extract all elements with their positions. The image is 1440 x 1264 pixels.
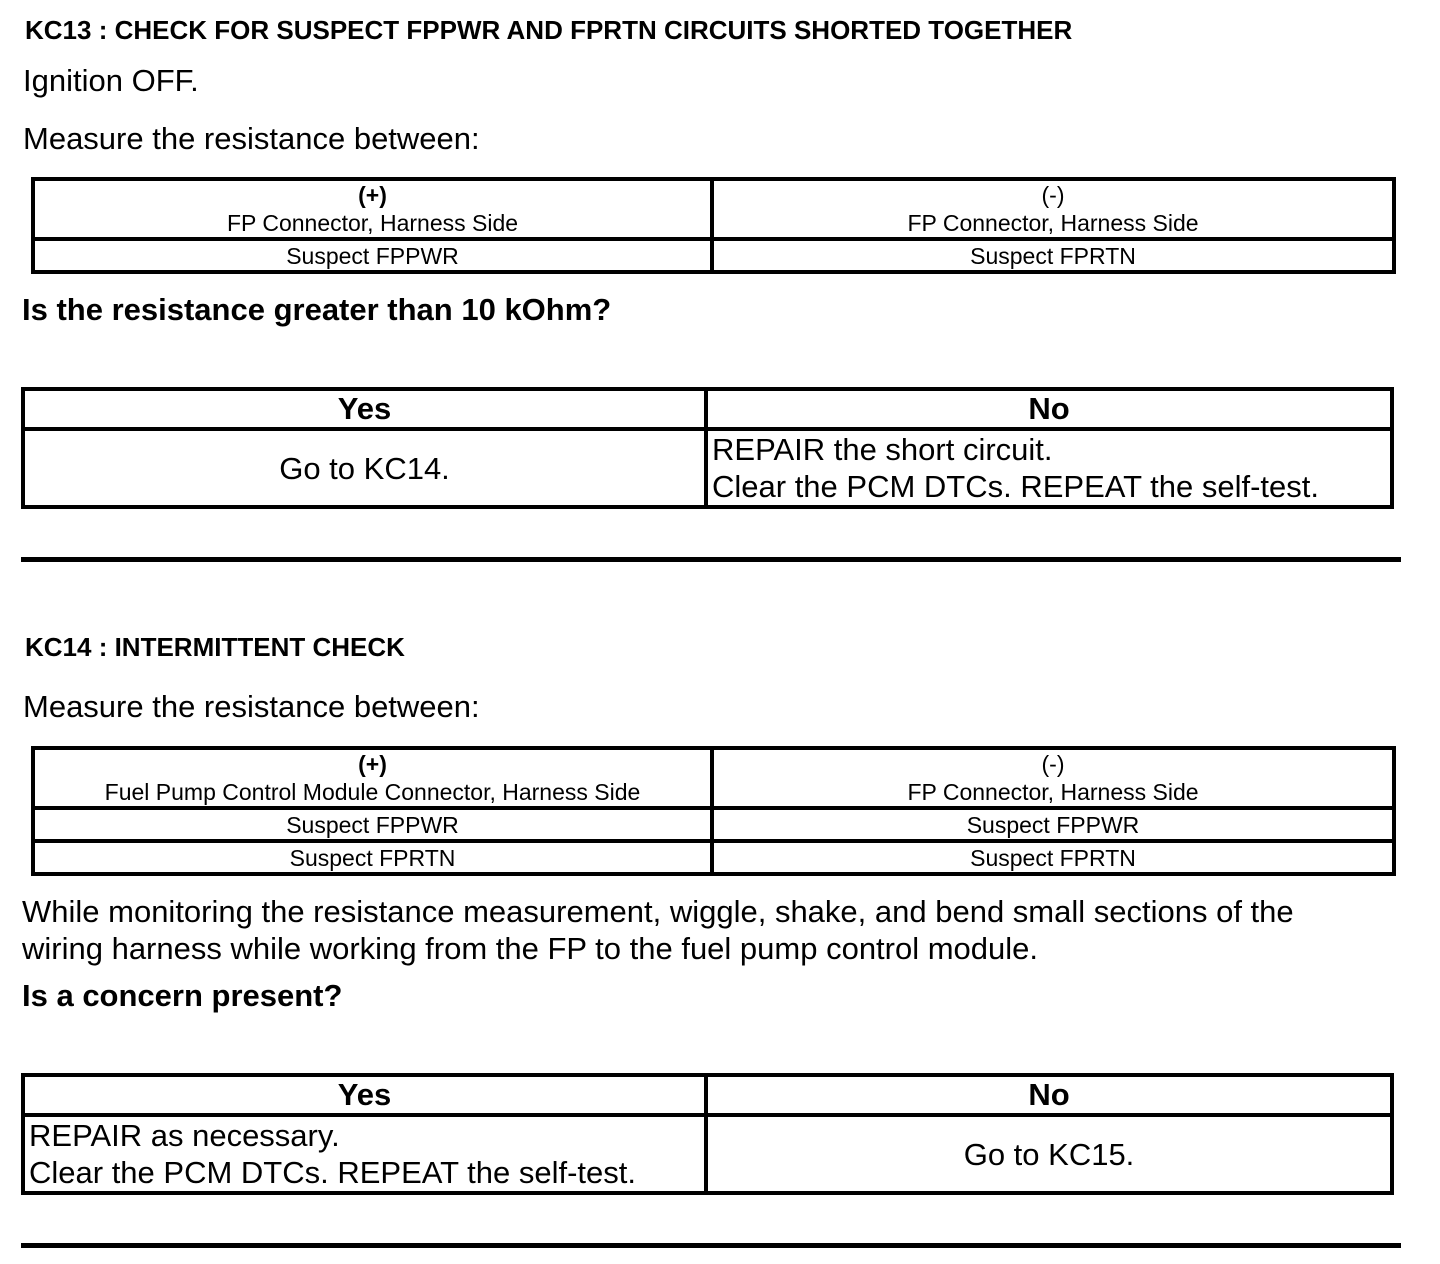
no-line-2: Clear the PCM DTCs. REPEAT the self-test. bbox=[712, 469, 1319, 504]
kc13-measure-table bbox=[31, 177, 1396, 274]
kc14-title: KC14 : INTERMITTENT CHECK bbox=[25, 632, 405, 662]
table-header-row bbox=[33, 179, 1394, 239]
neg-header: FP Connector, Harness Side bbox=[907, 779, 1199, 805]
neg-header-cell bbox=[712, 179, 1394, 239]
table-row bbox=[33, 239, 1394, 272]
neg-cell: Suspect FPRTN bbox=[712, 239, 1394, 272]
pos-cell: Suspect FPRTN bbox=[33, 841, 712, 874]
neg-symbol: (-) bbox=[1041, 182, 1065, 208]
pos-header-cell bbox=[33, 748, 712, 808]
kc14-question: Is a concern present? bbox=[22, 978, 343, 1013]
decision-row bbox=[23, 429, 1392, 507]
neg-header-cell bbox=[712, 748, 1394, 808]
no-line-1: REPAIR the short circuit. bbox=[712, 432, 1053, 467]
kc14-instruction-line-1: While monitoring the resistance measurement, wiggle, shake, and bend small sections of the bbox=[22, 894, 1294, 929]
no-header: No bbox=[706, 389, 1392, 429]
kc13-step-ignition: Ignition OFF. bbox=[23, 63, 199, 98]
decision-header-row bbox=[23, 389, 1392, 429]
kc14-decision-table bbox=[21, 1073, 1394, 1195]
yes-line-1: REPAIR as necessary. bbox=[29, 1118, 340, 1153]
pos-header: FP Connector, Harness Side bbox=[226, 210, 519, 236]
kc13-decision-table bbox=[21, 387, 1394, 509]
kc13-question: Is the resistance greater than 10 kOhm? bbox=[22, 292, 612, 327]
neg-cell: Suspect FPRTN bbox=[712, 841, 1394, 874]
yes-cell: Go to KC14. bbox=[23, 429, 706, 507]
yes-header: Yes bbox=[23, 389, 706, 429]
table-row bbox=[33, 841, 1394, 874]
kc14-instruction-line-2: wiring harness while working from the FP to the fuel pump control module. bbox=[22, 931, 1039, 966]
neg-header: FP Connector, Harness Side bbox=[907, 210, 1199, 236]
kc14-measure-table bbox=[31, 746, 1396, 876]
pos-symbol: (+) bbox=[358, 751, 387, 777]
kc14-step-measure: Measure the resistance between: bbox=[23, 689, 480, 724]
pos-cell: Suspect FPPWR bbox=[33, 808, 712, 841]
yes-header: Yes bbox=[23, 1075, 706, 1115]
no-header: No bbox=[706, 1075, 1392, 1115]
section-divider bbox=[21, 1243, 1401, 1248]
no-cell: Go to KC15. bbox=[706, 1115, 1392, 1193]
kc13-title: KC13 : CHECK FOR SUSPECT FPPWR AND FPRTN CIRCUITS SHORTED TOGETHER bbox=[25, 15, 1073, 45]
neg-symbol: (-) bbox=[1041, 751, 1065, 777]
pos-header: Fuel Pump Control Module Connector, Harness Side bbox=[104, 779, 641, 805]
pos-symbol: (+) bbox=[358, 182, 387, 208]
kc13-step-measure: Measure the resistance between: bbox=[23, 121, 480, 156]
yes-line-2: Clear the PCM DTCs. REPEAT the self-test. bbox=[29, 1155, 636, 1190]
section-divider bbox=[21, 557, 1401, 562]
yes-cell bbox=[23, 1115, 706, 1193]
pos-cell: Suspect FPPWR bbox=[33, 239, 712, 272]
neg-cell: Suspect FPPWR bbox=[712, 808, 1394, 841]
table-header-row bbox=[33, 748, 1394, 808]
table-row bbox=[33, 808, 1394, 841]
decision-header-row bbox=[23, 1075, 1392, 1115]
pos-header-cell bbox=[33, 179, 712, 239]
no-cell bbox=[706, 429, 1392, 507]
decision-row bbox=[23, 1115, 1392, 1193]
